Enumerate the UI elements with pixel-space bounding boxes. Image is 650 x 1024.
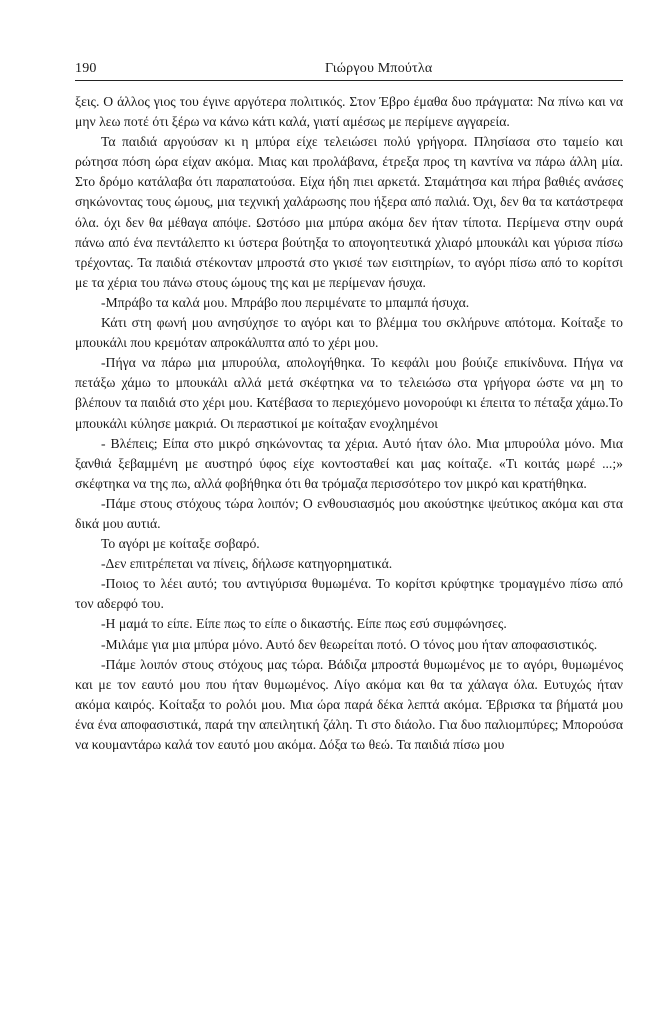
- paragraph: ξεις. Ο άλλος γιος του έγινε αργότερα πολιτικός. Στον Έβρο έμαθα δυο πράγματα: Να πίνω και να μην λεω ποτέ ότι ξέρω να κάνω κάτι καλά, γιατί αμέσως με περίμενε αγγαρεία.: [75, 94, 623, 130]
- paragraph: -Δεν επιτρέπεται να πίνεις, δήλωσε κατηγορηματικά.: [101, 556, 393, 572]
- paragraph: Τα παιδιά αργούσαν κι η μπύρα είχε τελειώσει πολύ γρήγορα. Πλησίασα στο ταμείο και ρώτησα πόση ώρα είχαν ακόμα. Μιας και προλάβανα, έτρεξα προς τη καντίνα να πάρω άλλη μία. Στο δρόμο κατάλαβα ότι παραπατούσα. Είχα ήδη πιει αρκετά. Σταμάτησα και πήρα βαθιές ανάσες σηκώνοντας τους ώμους, μια τεχνική χαλάρωσης που ήξερα από παλιά. Όχι, δεν θα τα κατάστρεφα όλα. όχι δεν θα μέθαγα απόψε. Ωστόσο μια μπύρα ακόμα δεν ήταν τίποτα. Περίμενα στην ουρά πάνω από ένα πεντάλεπτο κι ύστερα βούτηξα το απογοητευτικά χλιαρό μπουκάλι και γύρισα πίσω τρέχοντας. Τα παιδιά στέκονταν μπροστά στο γκισέ των εισιτηρίων, το αγόρι πίσω από το κορίτσι με τα χέρια του πάνω στους ώμους της και με περίμεναν ήσυχα.: [75, 134, 623, 290]
- paragraph: -Μιλάμε για μια μπύρα μόνο. Αυτό δεν θεωρείται ποτό. Ο τόνος μου ήταν αποφασιστικός.: [101, 636, 598, 652]
- page-header: [75, 58, 623, 81]
- paragraph: -Πάμε λοιπόν στους στόχους μας τώρα. Βάδιζα μπροστά θυμωμένος με το αγόρι, θυμωμένος και με τον εαυτό μου που ήταν θυμωμένος. Λίγο ακόμα και θα τα χάλαγα όλα. Ευτυχώς ήταν ακόμα καιρός. Κοίταξα το ρολόι μου. Μια ώρα παρά δέκα λεπτά ακόμα. Έβρισκα τα βήματά μου ένα ένα αποφασιστικά, παρά την απειλητική ζάλη. Τι στο διάολο. Για δυο παλιομπύρες; Μπορούσα να κουμαντάρω καλά τον εαυτό μου ακόμα. Δόξα τω θεώ. Τα παιδιά πίσω μου: [75, 656, 623, 752]
- paragraph: -Πάμε στους στόχους τώρα λοιπόν; Ο ενθουσιασμός μου ακούστηκε ψεύτικος ακόμα και στα δικά μου αυτιά.: [75, 495, 623, 531]
- paragraph: Το αγόρι με κοίταξε σοβαρό.: [101, 536, 260, 552]
- paragraph: -Πήγα να πάρω μια μπυρούλα, απολογήθηκα. Το κεφάλι μου βούιζε επικίνδυνα. Πήγα να πετάξω χάμω το μπουκάλι αλλά μετά σκέφτηκα να το τελειώσω στα γρήγορα ώστε να μη το βλέπουν τα παιδιά στο χέρι μου. Κατέβασα το περιεχόμενο μονορούφι κι έπειτα το πέταξα χάμω.Το μπουκάλι κύλησε μακριά. Οι περαστικοί με κοίταξαν ενοχλημένοι: [75, 355, 623, 431]
- body-text: [75, 92, 623, 755]
- paragraph: Κάτι στη φωνή μου ανησύχησε το αγόρι και το βλέμμα του σκλήρυνε απότομα. Κοίταξε το μπουκάλι που κρεμόταν απροκάλυπτα από το χέρι μου.: [75, 315, 623, 351]
- paragraph: - Βλέπεις; Είπα στο μικρό σηκώνοντας τα χέρια. Αυτό ήταν όλο. Μια μπυρούλα μόνο. Μια ξανθιά ξεβαμμένη με αυστηρό ύφος είχε κοντοσταθεί και μας κοίταζε. «Τι κοιτάς μωρέ ...;» σκέφτηκα να της πω, αλλά φοβήθηκα ότι θα τρόμαζα περισσότερο τον μικρό και κρατήθηκα.: [75, 435, 623, 491]
- paragraph: -Ποιος το λέει αυτό; του αντιγύρισα θυμωμένα. Το κορίτσι κρύφτηκε τρομαγμένο πίσω από τον αδερφό του.: [75, 576, 623, 612]
- paragraph: -Η μαμά το είπε. Είπε πως το είπε ο δικαστής. Είπε πως εσύ συμφώνησες.: [101, 616, 507, 632]
- running-head-author: Γιώργου Μπούτλα: [325, 61, 433, 76]
- paragraph: -Μπράβο τα καλά μου. Μπράβο που περιμένατε το μπαμπά ήσυχα.: [101, 294, 470, 310]
- page-number: 190: [75, 61, 97, 76]
